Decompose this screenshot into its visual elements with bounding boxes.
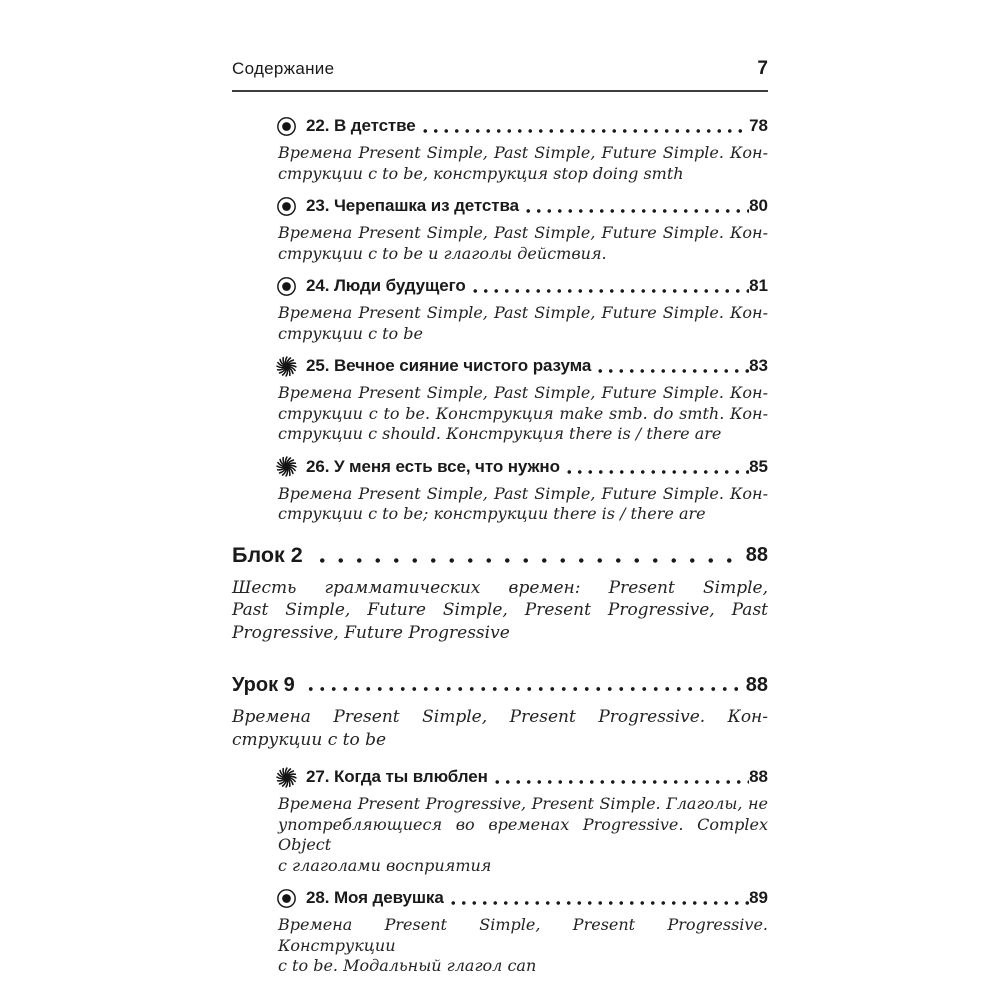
description-line: Времена Present Progressive, Present Simple. Глаголы, не [278, 794, 768, 813]
toc-entry-page: 80 [749, 196, 768, 215]
circle-dot-icon [276, 196, 297, 217]
description-line: с to be. Модальный глагол can [278, 956, 537, 975]
dot-leader [593, 354, 749, 378]
dot-leader [418, 114, 749, 138]
description-line: струкции с to be. Конструкция make smb. do smth. Кон- [278, 403, 768, 423]
toc-section-page: 88 [745, 544, 768, 566]
description-line: струкции с to be, конструкция stop doing smth [278, 163, 684, 183]
page-content [232, 58, 768, 987]
description-line: струкции с to be [278, 323, 423, 343]
dot-leader [303, 670, 738, 700]
description-line: Времена Present Simple, Present Progressive. Кон- [232, 707, 768, 727]
toc-entry-description [278, 794, 768, 876]
toc-lesson-heading [232, 670, 768, 751]
description-line: Progressive, Future Progressive [232, 622, 510, 643]
toc-entry-row [276, 114, 768, 138]
description-line: Времена Present Simple, Past Simple, Future Simple. Кон- [278, 223, 768, 242]
toc-entry [276, 765, 768, 876]
circle-dot-icon [276, 116, 297, 137]
description-line: Времена Present Simple, Past Simple, Future Simple. Кон- [278, 483, 768, 503]
toc-entry-page: 89 [749, 888, 768, 907]
toc-section-description [232, 577, 768, 645]
description-line: Времена Present Simple, Past Simple, Future Simple. Кон- [278, 143, 768, 162]
toc-entry-title: 27. Когда ты влюблен [306, 767, 488, 786]
toc-entry-row [276, 765, 768, 789]
page-number: 7 [757, 58, 768, 79]
toc-entry [276, 194, 768, 264]
toc-entry-page: 83 [749, 356, 768, 375]
toc-entry [276, 354, 768, 445]
toc-block-heading [232, 541, 768, 645]
circle-dot-icon [276, 888, 297, 909]
toc-entry-title: 22. В детстве [306, 116, 416, 135]
dot-leader [490, 765, 749, 789]
description-line: струкции с to be; конструкции there is / there are [278, 504, 706, 523]
page-header [232, 58, 768, 92]
description-line: с глаголами восприятия [278, 855, 492, 875]
description-line: Времена Present Simple, Past Simple, Future Simple. Кон- [278, 303, 768, 322]
description-line: Времена Present Simple, Past Simple, Future Simple. Кон- [278, 383, 768, 402]
spiral-icon [276, 767, 297, 788]
dot-leader [521, 194, 749, 218]
toc-section-title: Блок 2 [232, 543, 303, 567]
toc-entry-page: 81 [749, 276, 768, 295]
description-line: Past Simple, Future Simple, Present Progressive, Past [232, 600, 768, 620]
description-line: употребляющиеся во временах Progressive. Complex Object [278, 814, 768, 854]
toc-entry-row [276, 455, 768, 479]
toc-entry-title: 28. Моя девушка [306, 888, 444, 907]
toc-entry-title: 25. Вечное сияние чистого разума [306, 356, 592, 375]
toc-entry-description [278, 143, 768, 184]
toc-entry-page: 78 [749, 116, 768, 135]
toc-entry-description [278, 303, 768, 344]
toc-entry-title: 24. Люди будущего [306, 276, 466, 295]
toc-section-row [232, 541, 768, 571]
toc-entry-description [278, 383, 768, 445]
dot-leader [311, 541, 738, 571]
spiral-icon [276, 356, 297, 377]
toc-entry-description [278, 915, 768, 977]
toc-entry-row [276, 194, 768, 218]
description-line: струкции с to be и глаголы действия. [278, 243, 607, 263]
toc-entry-title: 23. Черепашка из детства [306, 196, 519, 215]
dot-leader [562, 455, 749, 479]
toc-entry-row [276, 886, 768, 910]
toc-entry-page: 85 [749, 456, 768, 476]
toc-entry [276, 455, 768, 525]
toc-section-description [232, 706, 768, 751]
description-line: Шесть грамматических времен: Present Simple, [232, 577, 768, 598]
toc-entry-title: 26. У меня есть все, что нужно [306, 456, 560, 476]
toc-section-page: 88 [745, 673, 768, 696]
toc-entry-row [276, 274, 768, 298]
toc-entry [276, 886, 768, 977]
toc-section-title: Урок 9 [232, 673, 295, 696]
toc-entry [276, 114, 768, 184]
description-line: струкции с to be [232, 729, 387, 750]
circle-dot-icon [276, 276, 297, 297]
spiral-icon [276, 456, 297, 477]
description-line: струкции с should. Конструкция there is / there are [278, 424, 722, 443]
page-header-title: Содержание [232, 59, 335, 78]
toc-entry-row [276, 354, 768, 378]
toc-entry [276, 274, 768, 344]
description-line: Времена Present Simple, Present Progressive. Конструкции [278, 915, 768, 955]
toc-entry-description [278, 223, 768, 264]
table-of-contents [232, 114, 768, 977]
dot-leader [468, 274, 749, 298]
toc-entry-description [278, 484, 768, 525]
dot-leader [446, 886, 749, 910]
toc-section-row [232, 670, 768, 700]
toc-entry-page: 88 [749, 767, 768, 786]
